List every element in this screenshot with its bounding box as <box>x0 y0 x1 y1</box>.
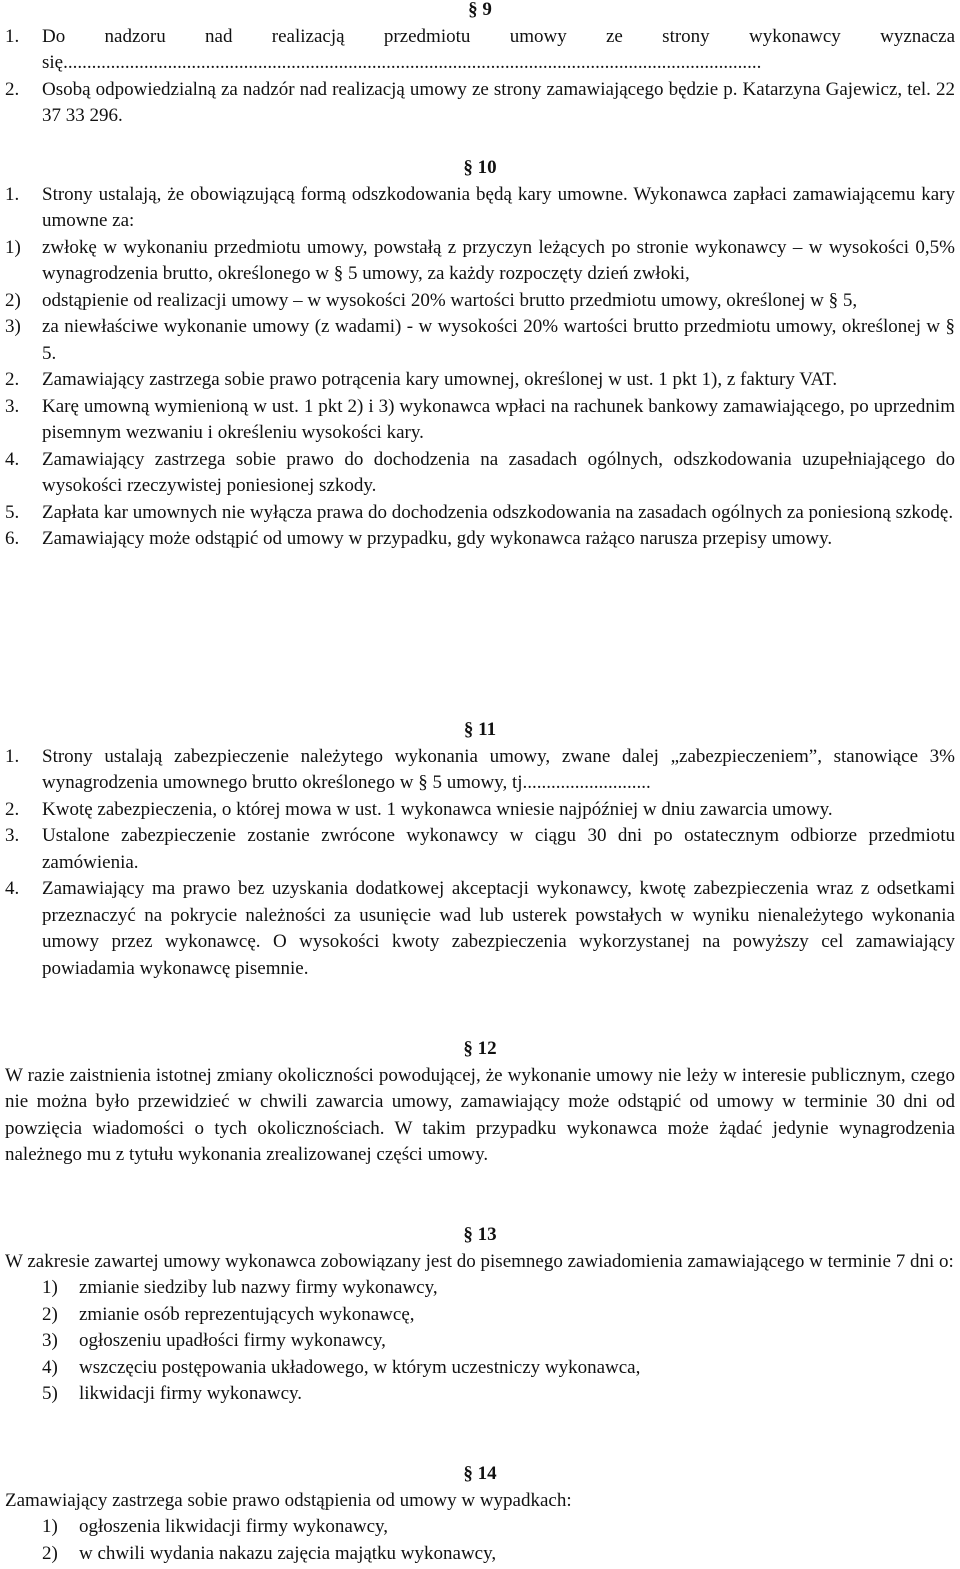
sub-item-text: zwłokę w wykonaniu przedmiotu umowy, powstałą z przyczyn leżących po stronie wykonawcy – w wysokości 0,5% wynagrodzenia brutto, określonego w § 5 umowy, za każdy rozpoczęty dzień zwłoki, <box>42 236 955 284</box>
sub-item-number: 2) <box>42 1303 58 1325</box>
item-number: 2. <box>5 78 20 100</box>
item-text: Ustalone zabezpieczenie zostanie zwrócone wykonawcy w ciągu 30 dni po ostatecznym odbiorze przedmiotu zamówienia. <box>42 825 955 873</box>
section-lead: Zamawiający zastrzega sobie prawo odstąpienia od umowy w wypadkach: <box>5 1489 572 1511</box>
sub-item <box>5 314 955 367</box>
sub-item-number: 3) <box>5 316 21 337</box>
section-14 <box>5 1461 955 1567</box>
item-number: 1. <box>5 183 20 205</box>
section-10 <box>5 155 955 553</box>
item-text: Do nadzoru nad realizacją przedmiotu umowy ze strony wykonawcy wyznacza się................................................................................................................................................... <box>42 25 955 73</box>
section-9 <box>5 0 955 130</box>
list-item <box>5 77 955 130</box>
sub-item-number: 4) <box>42 1356 58 1378</box>
item-text: Zapłata kar umownych nie wyłącza prawa do dochodzenia odszkodowania na zasadach ogólnych za poniesioną szkodę. <box>42 501 954 523</box>
section-13 <box>5 1222 955 1408</box>
sub-item-number: 1) <box>42 1277 58 1298</box>
list-item <box>5 394 955 447</box>
section-12 <box>5 1036 955 1169</box>
list-item <box>5 500 955 527</box>
sub-item <box>5 288 955 315</box>
section-heading: § 10 <box>463 157 497 178</box>
sub-item-text: odstąpienie od realizacji umowy – w wysokości 20% wartości brutto przedmiotu umowy, określonej w § 5, <box>42 289 858 311</box>
sub-item-text: w chwili wydania nakazu zajęcia majątku wykonawcy, <box>79 1542 497 1564</box>
notification-list <box>5 1275 955 1408</box>
item-text: Osobą odpowiedzialną za nadzór nad realizacją umowy ze strony zamawiającego będzie p. Katarzyna Gajewicz, tel. 22 37 33 296. <box>42 78 955 126</box>
sub-item-text: ogłoszeniu upadłości firmy wykonawcy, <box>79 1330 386 1351</box>
section-lead: W zakresie zawartej umowy wykonawca zobowiązany jest do pisemnego zawiadomienia zamawiającego w terminie 7 dni o: <box>5 1250 954 1272</box>
item-number: 3. <box>5 825 20 846</box>
sub-item <box>5 1328 955 1355</box>
item-number: 4. <box>5 448 20 470</box>
sub-item <box>5 1275 955 1302</box>
item-number: 6. <box>5 528 20 549</box>
sub-item-number: 1) <box>5 236 21 258</box>
list-item <box>5 744 955 797</box>
item-number: 1. <box>5 745 20 767</box>
sub-item-text: zmianie siedziby lub nazwy firmy wykonawcy, <box>79 1277 438 1298</box>
withdrawal-list <box>5 1514 955 1567</box>
sub-item <box>5 1355 955 1382</box>
sub-item-number: 2) <box>5 289 21 311</box>
list-item <box>5 526 955 553</box>
item-text: Zamawiający ma prawo bez uzyskania dodatkowej akceptacji wykonawcy, kwotę zabezpieczenia wraz z odsetkami przeznaczyć na pokrycie należności za usunięcie wad lub usterek powstałych w wyniku nienależytego wykonania umowy przez wykonawcę. O wysokości kwoty zabezpieczenia wykorzystanej na powyższy cel zamawiający powiadamia wykonawcę pisemnie. <box>42 878 955 979</box>
sub-item-text: wszczęciu postępowania układowego, w którym uczestniczy wykonawca, <box>79 1356 641 1378</box>
list-item <box>5 367 955 394</box>
item-number: 2. <box>5 798 20 820</box>
list-item <box>5 447 955 500</box>
section-heading: § 9 <box>468 0 492 20</box>
sub-item <box>5 1514 955 1541</box>
sub-item-text: za niewłaściwe wykonanie umowy (z wadami) - w wysokości 20% wartości brutto przedmiotu umowy, określonej w § 5. <box>42 316 955 364</box>
item-number: 1. <box>5 25 20 47</box>
list-item <box>5 797 955 824</box>
sub-item-text: likwidacji firmy wykonawcy. <box>79 1383 303 1404</box>
item-number: 4. <box>5 878 20 899</box>
item-number: 3. <box>5 395 20 417</box>
item-text: Strony ustalają, że obowiązującą formą odszkodowania będą kary umowne. Wykonawca zapłaci zamawiającemu kary umowne za: <box>42 183 955 231</box>
section-heading: § 11 <box>463 719 497 740</box>
item-text: Zamawiający zastrzega sobie prawo do dochodzenia na zasadach ogólnych, odszkodowania uzupełniającego do wysokości rzeczywistej poniesionej szkody. <box>42 448 955 496</box>
sub-item <box>5 235 955 288</box>
item-number: 5. <box>5 501 20 523</box>
sub-item-text: zmianie osób reprezentujących wykonawcę, <box>79 1303 415 1325</box>
list-item <box>5 182 955 235</box>
item-number: 2. <box>5 369 20 390</box>
sub-item <box>5 1541 955 1568</box>
list-item <box>5 876 955 982</box>
sub-item-number: 5) <box>42 1383 58 1404</box>
item-text: Zamawiający może odstąpić od umowy w przypadku, gdy wykonawca rażąco narusza przepisy umowy. <box>42 528 833 549</box>
sub-item-number: 3) <box>42 1330 58 1351</box>
list-item <box>5 24 955 77</box>
section-11 <box>5 717 955 982</box>
item-text: Strony ustalają zabezpieczenie należytego wykonania umowy, zwane dalej „zabezpieczeniem”, stanowiące 3% wynagrodzenia umownego brutto określonego w § 5 umowy, tj........................... <box>42 745 955 793</box>
sub-item-number: 1) <box>42 1516 58 1537</box>
item-text: Kwotę zabezpieczenia, o której mowa w ust. 1 wykonawca wniesie najpóźniej w dniu zawarcia umowy. <box>42 798 833 820</box>
section-heading: § 13 <box>463 1224 497 1245</box>
section-heading: § 14 <box>463 1463 497 1484</box>
item-text: Karę umowną wymienioną w ust. 1 pkt 2) i 3) wykonawca wpłaci na rachunek bankowy zamawiającego, po uprzednim pisemnym wezwaniu i określeniu wysokości kary. <box>42 395 955 443</box>
item-text: Zamawiający zastrzega sobie prawo potrącenia kary umownej, określonej w ust. 1 pkt 1), z faktury VAT. <box>42 369 838 390</box>
list-item <box>5 823 955 876</box>
section-paragraph: W razie zaistnienia istotnej zmiany okoliczności powodującej, że wykonanie umowy nie leży w interesie publicznym, czego nie można było przewidzieć w chwili zawarcia umowy, zamawiający może odstąpić od umowy w terminie 30 dni od powzięcia wiadomości o tych okolicznościach. W takim przypadku wykonawca może żądać jedynie wynagrodzenia należnego mu z tytułu wykonania zrealizowanej części umowy. <box>5 1064 955 1165</box>
sub-item <box>5 1302 955 1329</box>
section-heading: § 12 <box>463 1038 497 1059</box>
sub-item-text: ogłoszenia likwidacji firmy wykonawcy, <box>79 1516 389 1537</box>
sub-item-number: 2) <box>42 1542 58 1564</box>
sub-item <box>5 1381 955 1408</box>
